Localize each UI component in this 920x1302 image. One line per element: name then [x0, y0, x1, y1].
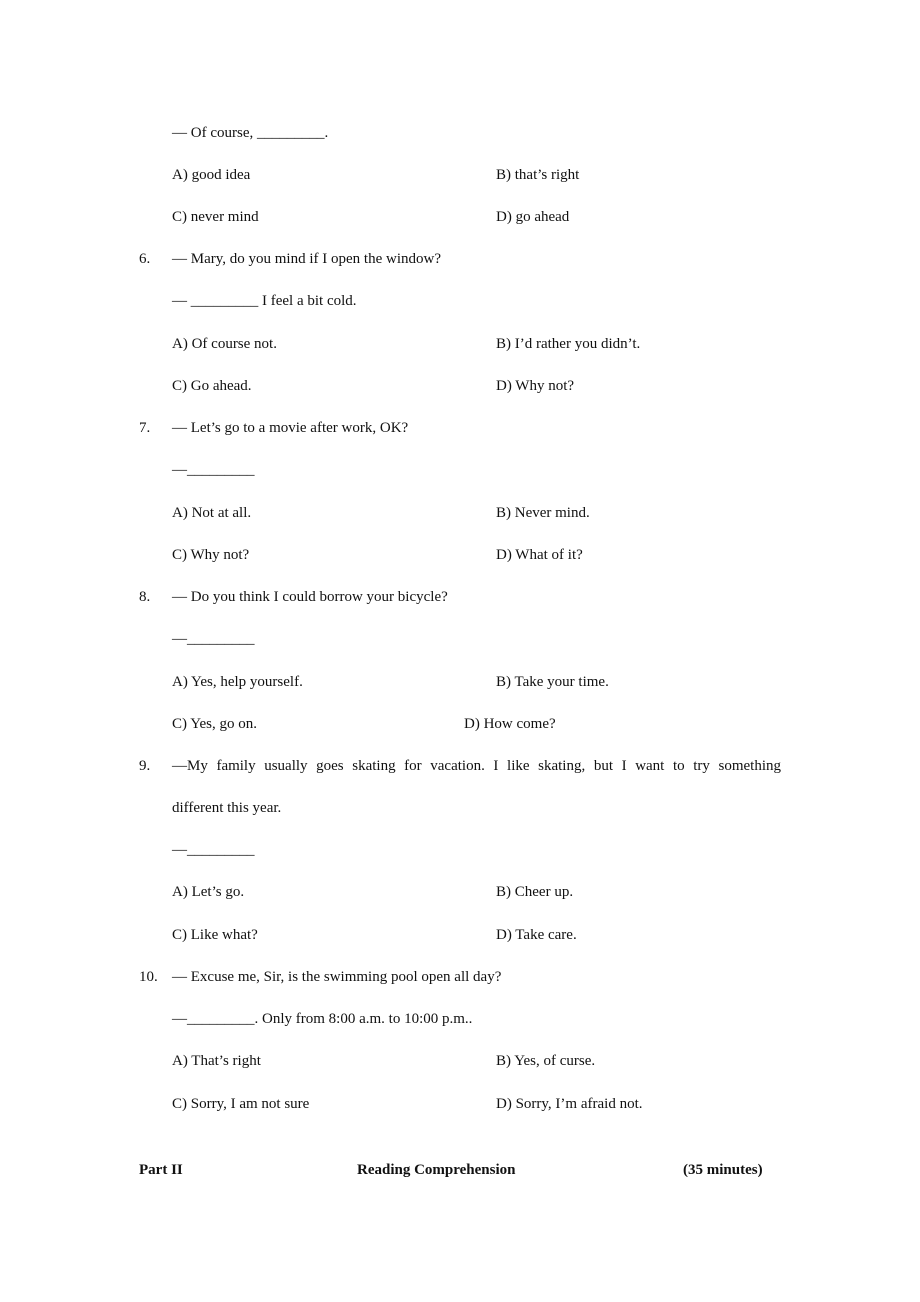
q10-option-a: A) That’s right [172, 1053, 261, 1069]
q9-reply: —_________ [172, 842, 255, 858]
section-time: (35 minutes) [683, 1162, 763, 1178]
q10-option-c: C) Sorry, I am not sure [172, 1096, 310, 1112]
q7-option-d: D) What of it? [496, 547, 583, 563]
q6-prompt: — Mary, do you mind if I open the window? [172, 251, 441, 267]
q7-option-a: A) Not at all. [172, 505, 252, 521]
q9-prompt-line2: different this year. [172, 800, 282, 816]
q7-reply: —_________ [172, 462, 255, 478]
q6-option-c: C) Go ahead. [172, 378, 252, 394]
q5-option-b: B) that’s right [496, 167, 580, 183]
section-title: Reading Comprehension [357, 1162, 516, 1178]
q8-reply: —_________ [172, 631, 255, 647]
q10-prompt: — Excuse me, Sir, is the swimming pool open all day? [172, 969, 502, 985]
q8-option-b: B) Take your time. [496, 674, 609, 690]
q9-number: 9. [139, 758, 151, 774]
q8-option-a: A) Yes, help yourself. [172, 674, 303, 690]
q7-prompt: — Let’s go to a movie after work, OK? [172, 420, 409, 436]
q8-prompt: — Do you think I could borrow your bicycle? [172, 589, 448, 605]
q5-reply: — Of course, _________. [172, 125, 329, 141]
q6-number: 6. [139, 251, 151, 267]
q7-option-b: B) Never mind. [496, 505, 590, 521]
q10-number: 10. [139, 969, 158, 985]
q6-reply: — _________ I feel a bit cold. [172, 293, 357, 309]
q9-option-a: A) Let’s go. [172, 884, 245, 900]
q5-option-c: C) never mind [172, 209, 259, 225]
q6-option-d: D) Why not? [496, 378, 575, 394]
q5-option-a: A) good idea [172, 167, 251, 183]
q10-reply: —_________. Only from 8:00 a.m. to 10:00 p.m.. [172, 1011, 473, 1027]
q9-prompt-line1: —My family usually goes skating for vacation. I like skating, but I want to try something [172, 758, 781, 774]
q7-option-c: C) Why not? [172, 547, 250, 563]
q6-option-a: A) Of course not. [172, 336, 277, 352]
q9-option-d: D) Take care. [496, 927, 577, 943]
q6-option-b: B) I’d rather you didn’t. [496, 336, 641, 352]
q5-option-d: D) go ahead [496, 209, 570, 225]
q7-number: 7. [139, 420, 151, 436]
q8-option-d: D) How come? [464, 716, 556, 732]
q8-number: 8. [139, 589, 151, 605]
q8-option-c: C) Yes, go on. [172, 716, 258, 732]
q9-option-b: B) Cheer up. [496, 884, 574, 900]
q9-option-c: C) Like what? [172, 927, 258, 943]
section-part-label: Part II [139, 1162, 183, 1178]
q10-option-d: D) Sorry, I’m afraid not. [496, 1096, 643, 1112]
q10-option-b: B) Yes, of curse. [496, 1053, 596, 1069]
